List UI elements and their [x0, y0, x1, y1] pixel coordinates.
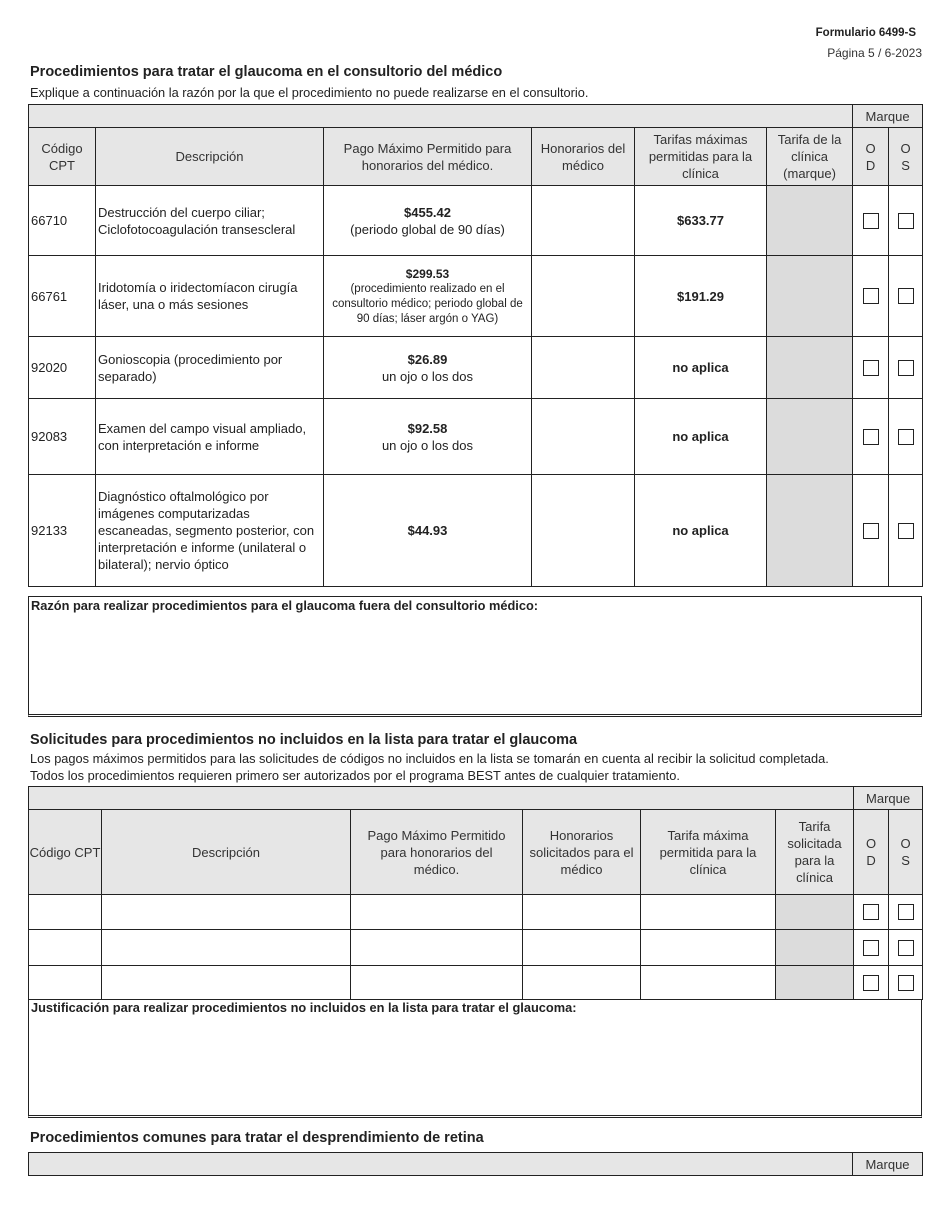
cpt-code-field[interactable] — [29, 895, 102, 930]
section2-title: Solicitudes para procedimientos no incluidos en la lista para tratar el glaucoma — [30, 732, 578, 748]
table-row — [29, 895, 923, 930]
table-row — [29, 399, 923, 475]
table-row — [29, 475, 923, 587]
max-payment-amount: $299.53 — [405, 267, 450, 281]
max-clinic-fee-field[interactable] — [641, 966, 776, 1000]
max-clinic-fee-field[interactable] — [641, 895, 776, 930]
col-header-desc: Descripción — [96, 128, 324, 186]
description-field[interactable] — [102, 930, 351, 966]
cpt-code: 66710 — [29, 186, 96, 256]
clinic-fee-cell — [767, 186, 853, 256]
os-checkbox[interactable] — [898, 975, 914, 991]
cpt-code: 92133 — [29, 475, 96, 587]
max-payment — [324, 399, 532, 475]
max-clinic-fee-field[interactable] — [641, 930, 776, 966]
os-checkbox[interactable] — [898, 288, 914, 304]
clinic-fee-cell — [767, 337, 853, 399]
max-payment — [324, 337, 532, 399]
max-payment-note: un ojo o los dos — [381, 368, 474, 384]
max-clinic-fee: $633.77 — [635, 186, 767, 256]
form-id: Formulario 6499-S — [815, 27, 916, 39]
col-header-fees: Honorarios solicitados para el médico — [523, 810, 641, 895]
col-header-od: O D — [853, 128, 889, 186]
col-header-code: Código CPT — [29, 128, 96, 186]
od-checkbox[interactable] — [863, 288, 879, 304]
cpt-code-field[interactable] — [29, 930, 102, 966]
clinic-fee-cell — [767, 399, 853, 475]
justification-label: Justificación para realizar procedimientos no incluidos en la lista para tratar el glaucoma: — [31, 1000, 577, 1015]
cpt-code: 92083 — [29, 399, 96, 475]
od-checkbox[interactable] — [863, 429, 879, 445]
retina-table — [28, 1152, 923, 1176]
marque-label: Marque — [853, 1153, 923, 1176]
max-clinic-fee: $191.29 — [635, 256, 767, 337]
section1-title: Procedimientos para tratar el glaucoma en el consultorio del médico — [30, 64, 503, 80]
marque-label: Marque — [853, 105, 923, 128]
max-payment-amount: $26.89 — [407, 351, 448, 367]
os-checkbox[interactable] — [898, 429, 914, 445]
physician-fee-field[interactable] — [532, 399, 635, 475]
clinic-fee-cell — [776, 966, 854, 1000]
max-payment-amount: $92.58 — [407, 420, 448, 436]
section3-title: Procedimientos comunes para tratar el desprendimiento de retina — [30, 1130, 484, 1146]
justification-textarea[interactable] — [28, 999, 922, 1118]
reason-label: Razón para realizar procedimientos para el glaucoma fuera del consultorio médico: — [31, 598, 539, 613]
physician-fee-field[interactable] — [532, 186, 635, 256]
od-checkbox[interactable] — [863, 213, 879, 229]
col-header-clinic: Tarifa solicitada para la clínica — [776, 810, 854, 895]
page-number: Página 5 / 6-2023 — [827, 46, 922, 60]
section2-subtitle-1: Los pagos máximos permitidos para las solicitudes de códigos no incluidos en la lista se tomarán en cuenta al recibir la solicitud completada. — [30, 751, 829, 766]
od-checkbox[interactable] — [863, 904, 879, 920]
requested-fee-field[interactable] — [523, 930, 641, 966]
col-header-fees: Honorarios del médico — [532, 128, 635, 186]
max-payment-note: un ojo o los dos — [381, 437, 474, 453]
table-row — [29, 186, 923, 256]
max-clinic-fee: no aplica — [635, 337, 767, 399]
max-payment — [324, 256, 532, 337]
max-payment-note: (periodo global de 90 días) — [350, 221, 505, 237]
physician-fee-field[interactable] — [532, 256, 635, 337]
requested-fee-field[interactable] — [523, 895, 641, 930]
col-header-desc: Descripción — [102, 810, 351, 895]
col-header-os: O S — [889, 128, 923, 186]
unlisted-procedures-table — [28, 786, 923, 1000]
clinic-fee-cell — [767, 475, 853, 587]
od-checkbox[interactable] — [863, 360, 879, 376]
od-checkbox[interactable] — [863, 523, 879, 539]
description-field[interactable] — [102, 966, 351, 1000]
reason-textarea[interactable] — [28, 596, 922, 717]
marque-bar-blank — [29, 105, 853, 128]
os-checkbox[interactable] — [898, 360, 914, 376]
physician-fee-field[interactable] — [532, 475, 635, 587]
max-payment-field[interactable] — [351, 930, 523, 966]
cpt-code: 66761 — [29, 256, 96, 337]
col-header-pay: Pago Máximo Permitido para honorarios del médico. — [351, 810, 523, 895]
col-header-maxfee: Tarifa máxima permitida para la clínica — [641, 810, 776, 895]
max-payment-amount: $455.42 — [404, 204, 451, 220]
description: Examen del campo visual ampliado, con interpretación e informe — [96, 399, 324, 475]
cpt-code: 92020 — [29, 337, 96, 399]
col-header-maxfee: Tarifas máximas permitidas para la clínica — [635, 128, 767, 186]
description: Diagnóstico oftalmológico por imágenes computarizadas escaneadas, segmento posterior, con interpretación e informe (unilateral o bilateral); nervio óptico — [96, 475, 324, 587]
glaucoma-office-table — [28, 104, 923, 587]
marque-bar-blank — [29, 787, 854, 810]
os-checkbox[interactable] — [898, 213, 914, 229]
marque-label: Marque — [854, 787, 923, 810]
max-payment-amount: $44.93 — [407, 523, 448, 538]
col-header-code: Código CPT — [29, 810, 102, 895]
max-payment-field[interactable] — [351, 966, 523, 1000]
requested-fee-field[interactable] — [523, 966, 641, 1000]
max-clinic-fee: no aplica — [635, 475, 767, 587]
od-checkbox[interactable] — [863, 940, 879, 956]
section1-subtitle: Explique a continuación la razón por la que el procedimiento no puede realizarse en el consultorio. — [30, 85, 589, 100]
description-field[interactable] — [102, 895, 351, 930]
max-payment-note: (procedimiento realizado en el consultorio médico; periodo global de 90 días; láser argón o YAG) — [332, 283, 523, 325]
table-row — [29, 337, 923, 399]
col-header-od: O D — [854, 810, 889, 895]
clinic-fee-cell — [776, 930, 854, 966]
col-header-pay: Pago Máximo Permitido para honorarios del médico. — [324, 128, 532, 186]
description: Gonioscopia (procedimiento por separado) — [96, 337, 324, 399]
table-row — [29, 256, 923, 337]
max-payment — [324, 475, 532, 587]
clinic-fee-cell — [776, 895, 854, 930]
section2-subtitle-2: Todos los procedimientos requieren primero ser autorizados por el programa BEST antes de cualquier tratamiento. — [30, 768, 680, 783]
description: Destrucción del cuerpo ciliar; Ciclofotocoagulación transescleral — [96, 186, 324, 256]
description: Iridotomía o iridectomíacon cirugía láser, una o más sesiones — [96, 256, 324, 337]
col-header-clinic: Tarifa de la clínica (marque) — [767, 128, 853, 186]
os-checkbox[interactable] — [898, 940, 914, 956]
physician-fee-field[interactable] — [532, 337, 635, 399]
table-row — [29, 966, 923, 1000]
marque-bar-blank — [29, 1153, 853, 1176]
clinic-fee-cell — [767, 256, 853, 337]
od-checkbox[interactable] — [863, 975, 879, 991]
max-payment — [324, 186, 532, 256]
max-clinic-fee: no aplica — [635, 399, 767, 475]
table-row — [29, 930, 923, 966]
cpt-code-field[interactable] — [29, 966, 102, 1000]
os-checkbox[interactable] — [898, 904, 914, 920]
max-payment-field[interactable] — [351, 895, 523, 930]
os-checkbox[interactable] — [898, 523, 914, 539]
col-header-os: O S — [889, 810, 923, 895]
